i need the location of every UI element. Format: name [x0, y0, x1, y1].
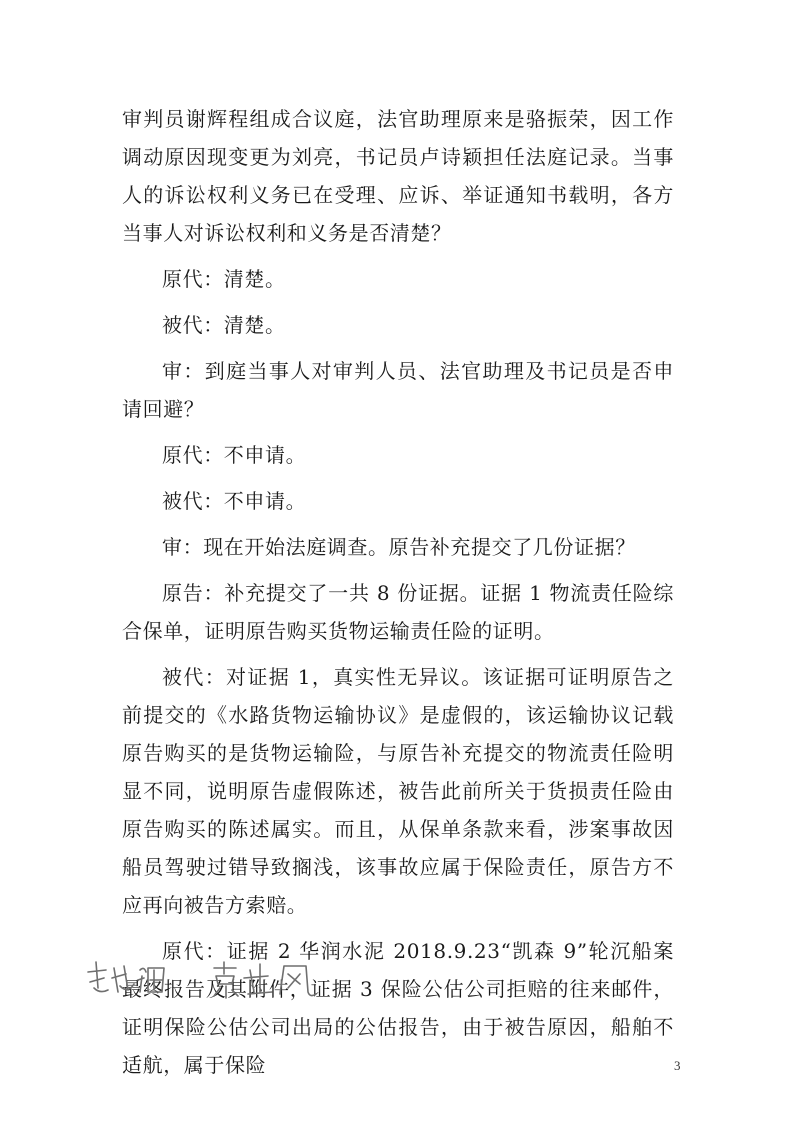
paragraph-plaintiff-agent-clear: 原代：清楚。 — [162, 267, 286, 291]
page-number: 3 — [674, 1058, 681, 1073]
paragraph-defendant-agent-clear: 被代：清楚。 — [162, 313, 286, 337]
handwritten-signature — [84, 958, 344, 1004]
paragraph-judge-investigation: 审：现在开始法庭调查。原告补充提交了几份证据？ — [162, 535, 636, 559]
paragraph-plaintiff-evidence: 原告：补充提交了一共 8 份证据。证据 1 物流责任险综合保单，证明原告购买货物运输责任险的证明。 — [122, 581, 674, 643]
paragraph-judge-recusal: 审：到庭当事人对审判人员、法官助理及书记员是否申请回避？ — [122, 359, 674, 421]
paragraph-defendant-agent-evidence-1: 被代：对证据 1，真实性无异议。该证据可证明原告之前提交的《水路货物运输协议》是虚假的，该运输协议记载原告购买的是货物运输险，与原告补充提交的物流责任险明显不同，说明原告虚假陈述，被告此前所关于货损责任险由原告购买的陈述属实。而且，从保单条款来看，涉案事故因船员驾驶过错导致搁浅，该事故应属于保险责任，原告方不应再向被告方索赔。 — [122, 665, 674, 917]
paragraph-intro: 审判员谢辉程组成合议庭，法官助理原来是骆振荣，因工作调动原因现变更为刘亮，书记员卢诗颖担任法庭记录。当事人的诉讼权利义务已在受理、应诉、举证通知书载明，各方当事人对诉讼权利和义务是否清楚？ — [122, 107, 674, 245]
paragraph-plaintiff-agent-no-recusal: 原代：不申请。 — [162, 443, 307, 467]
paragraph-defendant-agent-no-recusal: 被代：不申请。 — [162, 489, 307, 513]
transcript-body — [122, 100, 674, 1092]
paragraph-plaintiff-agent-evidence-2-3: 原代：证据 2 华润水泥 2018.9.23“凯森 9”轮沉船案最终报告及其附件，证据 3 保险公估公司拒赔的往来邮件，证明保险公估公司出局的公估报告，由于被告原因，船舶不适航，属于保险 — [122, 939, 674, 1077]
